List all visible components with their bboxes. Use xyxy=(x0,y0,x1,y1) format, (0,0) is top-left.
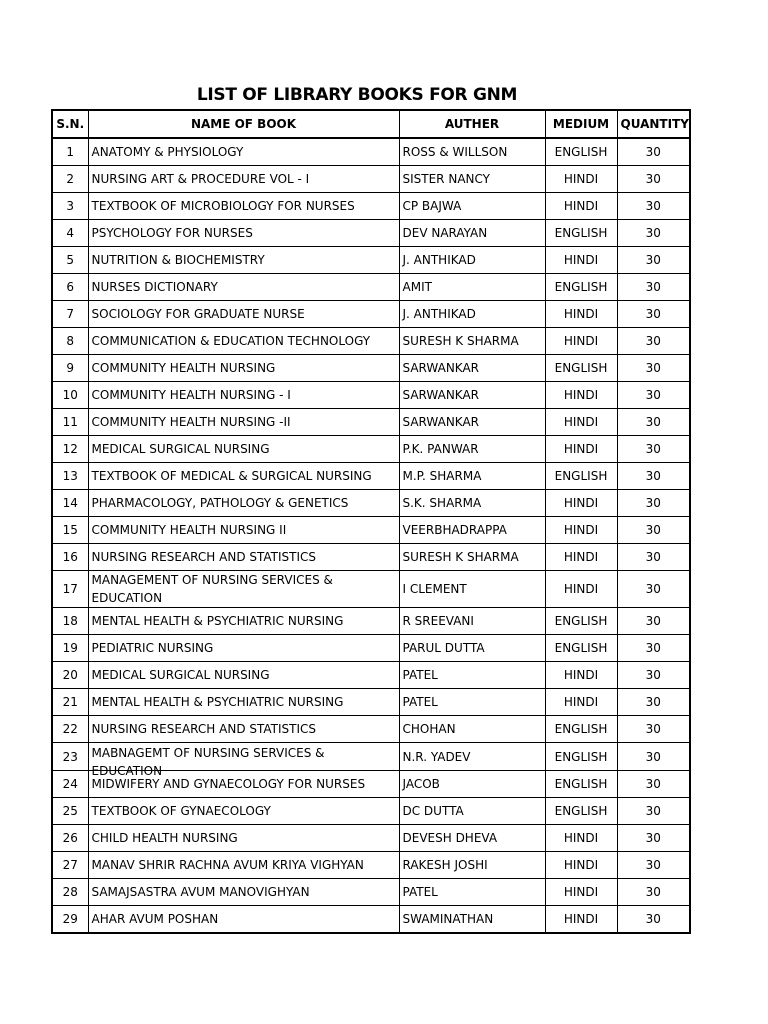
cell-quantity: 30 xyxy=(617,689,690,716)
cell-medium: HINDI xyxy=(545,906,617,934)
table-row xyxy=(52,409,690,436)
cell-quantity: 30 xyxy=(617,544,690,571)
cell-book-name: NUTRITION & BIOCHEMISTRY xyxy=(88,247,399,274)
cell-quantity: 30 xyxy=(617,662,690,689)
cell-medium: HINDI xyxy=(545,689,617,716)
cell-book-name: SAMAJSASTRA AVUM MANOVIGHYAN xyxy=(88,879,399,906)
table-row xyxy=(52,798,690,825)
table-row xyxy=(52,825,690,852)
cell-medium: ENGLISH xyxy=(545,355,617,382)
cell-author: SURESH K SHARMA xyxy=(399,328,545,355)
cell-sn: 25 xyxy=(52,798,88,825)
cell-medium: ENGLISH xyxy=(545,608,617,635)
cell-book-name-text: MABNAGEMT OF NURSING SERVICES & EDUCATION xyxy=(91,746,325,778)
cell-book-name: COMMUNITY HEALTH NURSING xyxy=(88,355,399,382)
cell-quantity: 30 xyxy=(617,716,690,743)
cell-sn: 3 xyxy=(52,193,88,220)
cell-sn: 14 xyxy=(52,490,88,517)
cell-sn: 18 xyxy=(52,608,88,635)
cell-author: P.K. PANWAR xyxy=(399,436,545,463)
cell-quantity: 30 xyxy=(617,193,690,220)
cell-sn: 28 xyxy=(52,879,88,906)
cell-quantity: 30 xyxy=(617,517,690,544)
cell-book-name: MEDICAL SURGICAL NURSING xyxy=(88,436,399,463)
cell-author: S.K. SHARMA xyxy=(399,490,545,517)
table-row xyxy=(52,544,690,571)
cell-sn: 4 xyxy=(52,220,88,247)
cell-book-name: NURSES DICTIONARY xyxy=(88,274,399,301)
cell-sn: 23 xyxy=(52,743,88,771)
table-row xyxy=(52,635,690,662)
cell-medium: ENGLISH xyxy=(545,138,617,166)
cell-quantity: 30 xyxy=(617,879,690,906)
cell-book-name: CHILD HEALTH NURSING xyxy=(88,825,399,852)
cell-sn: 9 xyxy=(52,355,88,382)
cell-medium: HINDI xyxy=(545,193,617,220)
cell-author: SWAMINATHAN xyxy=(399,906,545,934)
cell-quantity: 30 xyxy=(617,743,690,771)
cell-medium: HINDI xyxy=(545,247,617,274)
cell-quantity: 30 xyxy=(617,463,690,490)
cell-quantity: 30 xyxy=(617,274,690,301)
table-row xyxy=(52,906,690,934)
books-table xyxy=(51,109,691,934)
cell-quantity: 30 xyxy=(617,220,690,247)
cell-medium: HINDI xyxy=(545,328,617,355)
table-body xyxy=(52,138,690,933)
cell-sn: 19 xyxy=(52,635,88,662)
cell-author: DEV NARAYAN xyxy=(399,220,545,247)
cell-sn: 1 xyxy=(52,138,88,166)
cell-medium: ENGLISH xyxy=(545,771,617,798)
column-header-medium: MEDIUM xyxy=(545,110,617,138)
cell-sn: 27 xyxy=(52,852,88,879)
cell-quantity: 30 xyxy=(617,355,690,382)
cell-author: R SREEVANI xyxy=(399,608,545,635)
cell-book-name: MANAV SHRIR RACHNA AVUM KRIYA VIGHYAN xyxy=(88,852,399,879)
cell-book-name: MIDWIFERY AND GYNAECOLOGY FOR NURSES xyxy=(88,771,399,798)
cell-author: PATEL xyxy=(399,689,545,716)
cell-quantity: 30 xyxy=(617,608,690,635)
cell-author: J. ANTHIKAD xyxy=(399,301,545,328)
cell-sn: 13 xyxy=(52,463,88,490)
table-row xyxy=(52,166,690,193)
cell-author: SURESH K SHARMA xyxy=(399,544,545,571)
cell-author: AMIT xyxy=(399,274,545,301)
cell-sn: 7 xyxy=(52,301,88,328)
cell-author: CHOHAN xyxy=(399,716,545,743)
table-row xyxy=(52,382,690,409)
table-row xyxy=(52,247,690,274)
cell-sn: 10 xyxy=(52,382,88,409)
cell-medium: HINDI xyxy=(545,517,617,544)
cell-author: PARUL DUTTA xyxy=(399,635,545,662)
cell-quantity: 30 xyxy=(617,635,690,662)
table-row xyxy=(52,328,690,355)
cell-quantity: 30 xyxy=(617,328,690,355)
column-header-author: AUTHER xyxy=(399,110,545,138)
cell-sn: 21 xyxy=(52,689,88,716)
cell-book-name: AHAR AVUM POSHAN xyxy=(88,906,399,934)
cell-author: VEERBHADRAPPA xyxy=(399,517,545,544)
cell-sn: 26 xyxy=(52,825,88,852)
cell-book-name: MENTAL HEALTH & PSYCHIATRIC NURSING xyxy=(88,608,399,635)
table-row xyxy=(52,571,690,608)
table-header-row xyxy=(52,110,690,138)
cell-sn: 17 xyxy=(52,571,88,608)
cell-sn: 6 xyxy=(52,274,88,301)
cell-medium: HINDI xyxy=(545,879,617,906)
cell-book-name: TEXTBOOK OF MICROBIOLOGY FOR NURSES xyxy=(88,193,399,220)
cell-sn: 20 xyxy=(52,662,88,689)
cell-medium: ENGLISH xyxy=(545,274,617,301)
table-row xyxy=(52,220,690,247)
cell-sn: 5 xyxy=(52,247,88,274)
cell-author: SARWANKAR xyxy=(399,409,545,436)
table-row xyxy=(52,716,690,743)
cell-author: J. ANTHIKAD xyxy=(399,247,545,274)
table-row xyxy=(52,301,690,328)
cell-medium: ENGLISH xyxy=(545,798,617,825)
cell-author: SISTER NANCY xyxy=(399,166,545,193)
cell-medium: HINDI xyxy=(545,662,617,689)
table-row xyxy=(52,662,690,689)
cell-author: M.P. SHARMA xyxy=(399,463,545,490)
cell-medium: HINDI xyxy=(545,382,617,409)
table-row xyxy=(52,138,690,166)
cell-quantity: 30 xyxy=(617,436,690,463)
cell-quantity: 30 xyxy=(617,382,690,409)
cell-quantity: 30 xyxy=(617,798,690,825)
cell-sn: 29 xyxy=(52,906,88,934)
cell-book-name: TEXTBOOK OF MEDICAL & SURGICAL NURSING xyxy=(88,463,399,490)
column-header-sn: S.N. xyxy=(52,110,88,138)
cell-author: SARWANKAR xyxy=(399,355,545,382)
cell-sn: 8 xyxy=(52,328,88,355)
table-row xyxy=(52,608,690,635)
cell-quantity: 30 xyxy=(617,138,690,166)
cell-book-name: MEDICAL SURGICAL NURSING xyxy=(88,662,399,689)
cell-medium: HINDI xyxy=(545,436,617,463)
cell-medium: HINDI xyxy=(545,301,617,328)
cell-author: PATEL xyxy=(399,662,545,689)
cell-medium: HINDI xyxy=(545,571,617,608)
cell-author: SARWANKAR xyxy=(399,382,545,409)
cell-quantity: 30 xyxy=(617,906,690,934)
cell-book-name: SOCIOLOGY FOR GRADUATE NURSE xyxy=(88,301,399,328)
cell-author: RAKESH JOSHI xyxy=(399,852,545,879)
cell-book-name: PEDIATRIC NURSING xyxy=(88,635,399,662)
cell-book-name: PSYCHOLOGY FOR NURSES xyxy=(88,220,399,247)
cell-quantity: 30 xyxy=(617,825,690,852)
cell-sn: 11 xyxy=(52,409,88,436)
cell-quantity: 30 xyxy=(617,571,690,608)
cell-sn: 2 xyxy=(52,166,88,193)
table-row xyxy=(52,852,690,879)
cell-book-name: COMMUNITY HEALTH NURSING II xyxy=(88,517,399,544)
table-row xyxy=(52,193,690,220)
cell-medium: ENGLISH xyxy=(545,635,617,662)
table-row xyxy=(52,274,690,301)
cell-sn: 15 xyxy=(52,517,88,544)
cell-medium: HINDI xyxy=(545,852,617,879)
cell-book-name: MANAGEMENT OF NURSING SERVICES & EDUCATION xyxy=(88,571,399,608)
column-header-name: NAME OF BOOK xyxy=(88,110,399,138)
cell-medium: HINDI xyxy=(545,166,617,193)
cell-medium: HINDI xyxy=(545,490,617,517)
cell-sn: 24 xyxy=(52,771,88,798)
cell-quantity: 30 xyxy=(617,409,690,436)
cell-medium: ENGLISH xyxy=(545,463,617,490)
table-row xyxy=(52,689,690,716)
cell-medium: ENGLISH xyxy=(545,743,617,771)
cell-medium: ENGLISH xyxy=(545,716,617,743)
cell-book-name: MENTAL HEALTH & PSYCHIATRIC NURSING xyxy=(88,689,399,716)
cell-quantity: 30 xyxy=(617,771,690,798)
cell-author: DEVESH DHEVA xyxy=(399,825,545,852)
cell-author: CP BAJWA xyxy=(399,193,545,220)
page-title: LIST OF LIBRARY BOOKS FOR GNM xyxy=(196,85,518,105)
cell-book-name: TEXTBOOK OF GYNAECOLOGY xyxy=(88,798,399,825)
table-row xyxy=(52,743,690,771)
cell-book-name: PHARMACOLOGY, PATHOLOGY & GENETICS xyxy=(88,490,399,517)
cell-book-name: COMMUNICATION & EDUCATION TECHNOLOGY xyxy=(88,328,399,355)
cell-book-name: NURSING ART & PROCEDURE VOL - I xyxy=(88,166,399,193)
table-row xyxy=(52,463,690,490)
cell-book-name: ANATOMY & PHYSIOLOGY xyxy=(88,138,399,166)
cell-quantity: 30 xyxy=(617,852,690,879)
cell-quantity: 30 xyxy=(617,247,690,274)
cell-author: PATEL xyxy=(399,879,545,906)
cell-medium: HINDI xyxy=(545,825,617,852)
cell-book-name: NURSING RESEARCH AND STATISTICS xyxy=(88,544,399,571)
cell-book-name: COMMUNITY HEALTH NURSING - I xyxy=(88,382,399,409)
cell-quantity: 30 xyxy=(617,490,690,517)
cell-sn: 22 xyxy=(52,716,88,743)
cell-sn: 16 xyxy=(52,544,88,571)
cell-author: N.R. YADEV xyxy=(399,743,545,771)
cell-quantity: 30 xyxy=(617,166,690,193)
table-row xyxy=(52,490,690,517)
table-row xyxy=(52,355,690,382)
column-header-quantity: QUANTITY xyxy=(617,110,690,138)
cell-medium: ENGLISH xyxy=(545,220,617,247)
cell-author: JACOB xyxy=(399,771,545,798)
cell-book-name: COMMUNITY HEALTH NURSING -II xyxy=(88,409,399,436)
cell-sn: 12 xyxy=(52,436,88,463)
cell-author: DC DUTTA xyxy=(399,798,545,825)
table-row xyxy=(52,517,690,544)
cell-medium: HINDI xyxy=(545,544,617,571)
cell-author: I CLEMENT xyxy=(399,571,545,608)
table-row xyxy=(52,436,690,463)
cell-book-name: NURSING RESEARCH AND STATISTICS xyxy=(88,716,399,743)
cell-quantity: 30 xyxy=(617,301,690,328)
table-row xyxy=(52,879,690,906)
cell-book-name xyxy=(88,743,399,778)
cell-medium: HINDI xyxy=(545,409,617,436)
cell-author: ROSS & WILLSON xyxy=(399,138,545,166)
